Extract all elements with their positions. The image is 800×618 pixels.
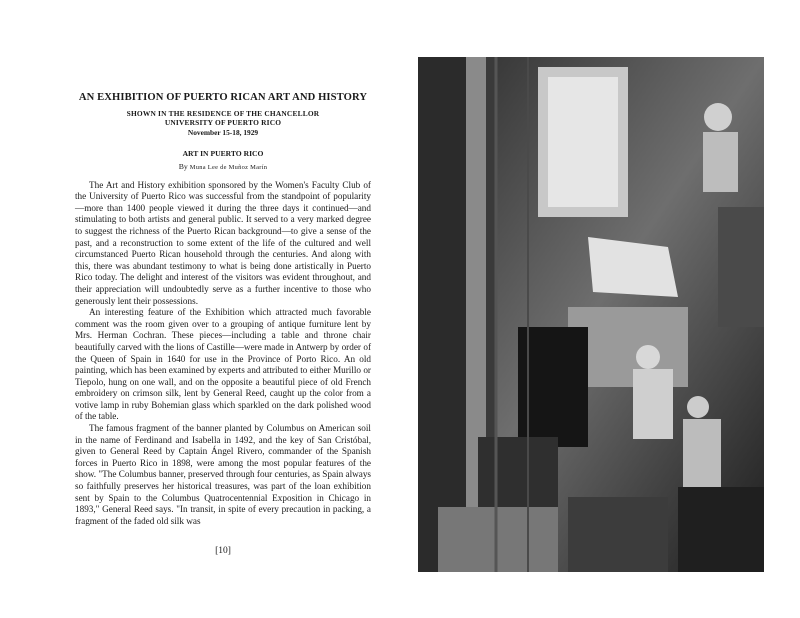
exhibition-date: November 15-18, 1929 — [187, 127, 259, 137]
subtitle-line-2: UNIVERSITY OF PUERTO RICO — [164, 118, 282, 128]
byline-prefix: By — [178, 161, 190, 171]
section-title: ART IN PUERTO RICO — [182, 148, 264, 158]
paragraph-2: An interesting feature of the Exhibition which attracted much favorable comment was the room given over to a grouping of antique furniture lent by Mrs. Herman Cochran. These pieces—including a table and throne chair beautifully carved with the lions of Castille—were made in Antwerp by order of the Queen of Spain in 1640 for use in the Province of Porto Rico. An old painting, which has been examined by experts and attributed to either Murillo or Tiepolo, hung on one wall, and on the opposite a beautiful piece of old French embroidery on crimson silk, lent by General Reed, caught up the color from a votive lamp in ruby Bohemian glass which sparkled on the dark polished wood of the table. — [75, 307, 371, 422]
exhibition-room-photograph — [418, 57, 764, 572]
photo-illustration — [418, 57, 764, 572]
subtitle-line-1: SHOWN IN THE RESIDENCE OF THE CHANCELLOR — [126, 109, 320, 118]
text-page — [75, 92, 371, 572]
paragraph-1: The Art and History exhibition sponsored by the Women's Faculty Club of the University of Puerto Rico was successful from the standpoint of popularity—more than 1400 people viewed it during the three days it continued—and stimulating to both artists and general public. It served to a very marked degree to suggest the richness of the Puerto Rican background—to give a sense of the past, and a reconstruction to some extent of the life of the cultured and well circumstanced Puerto Rican household through the centuries. And along with this, there was abundant testimony to what is being done artistically in Puerto Rico today. The delight and interest of the visitors was evident throughout, and their appreciation will undoubtedly serve as a further incentive to those who generously lent their possessions. — [75, 179, 371, 306]
article-title: AN EXHIBITION OF PUERTO RICAN ART AND HISTORY — [78, 92, 368, 103]
byline — [75, 162, 371, 171]
paragraph-3: The famous fragment of the banner planted by Columbus on American soil in the name of Ferdinand and Isabella in 1492, and the key of San Cristóbal, given to General Reed by Captain Ángel Rivero, commander of the Spanish forces in Puerto Rico in 1898, were among the most popular features of the show. "The Columbus banner, preserved through four centuries, as Spain always so faithfully preserves her historical treasures, was part of the loan exhibition sent by Spain to the Columbus Quatrocentennial Exposition in Chicago in 1893," General Reed says. "In transit, in spite of every precaution in packing, a fragment of the faded old silk was — [75, 423, 371, 526]
page-number: [10] — [215, 546, 231, 556]
byline-author: Muna Lee de Muñoz Marín — [189, 163, 268, 171]
